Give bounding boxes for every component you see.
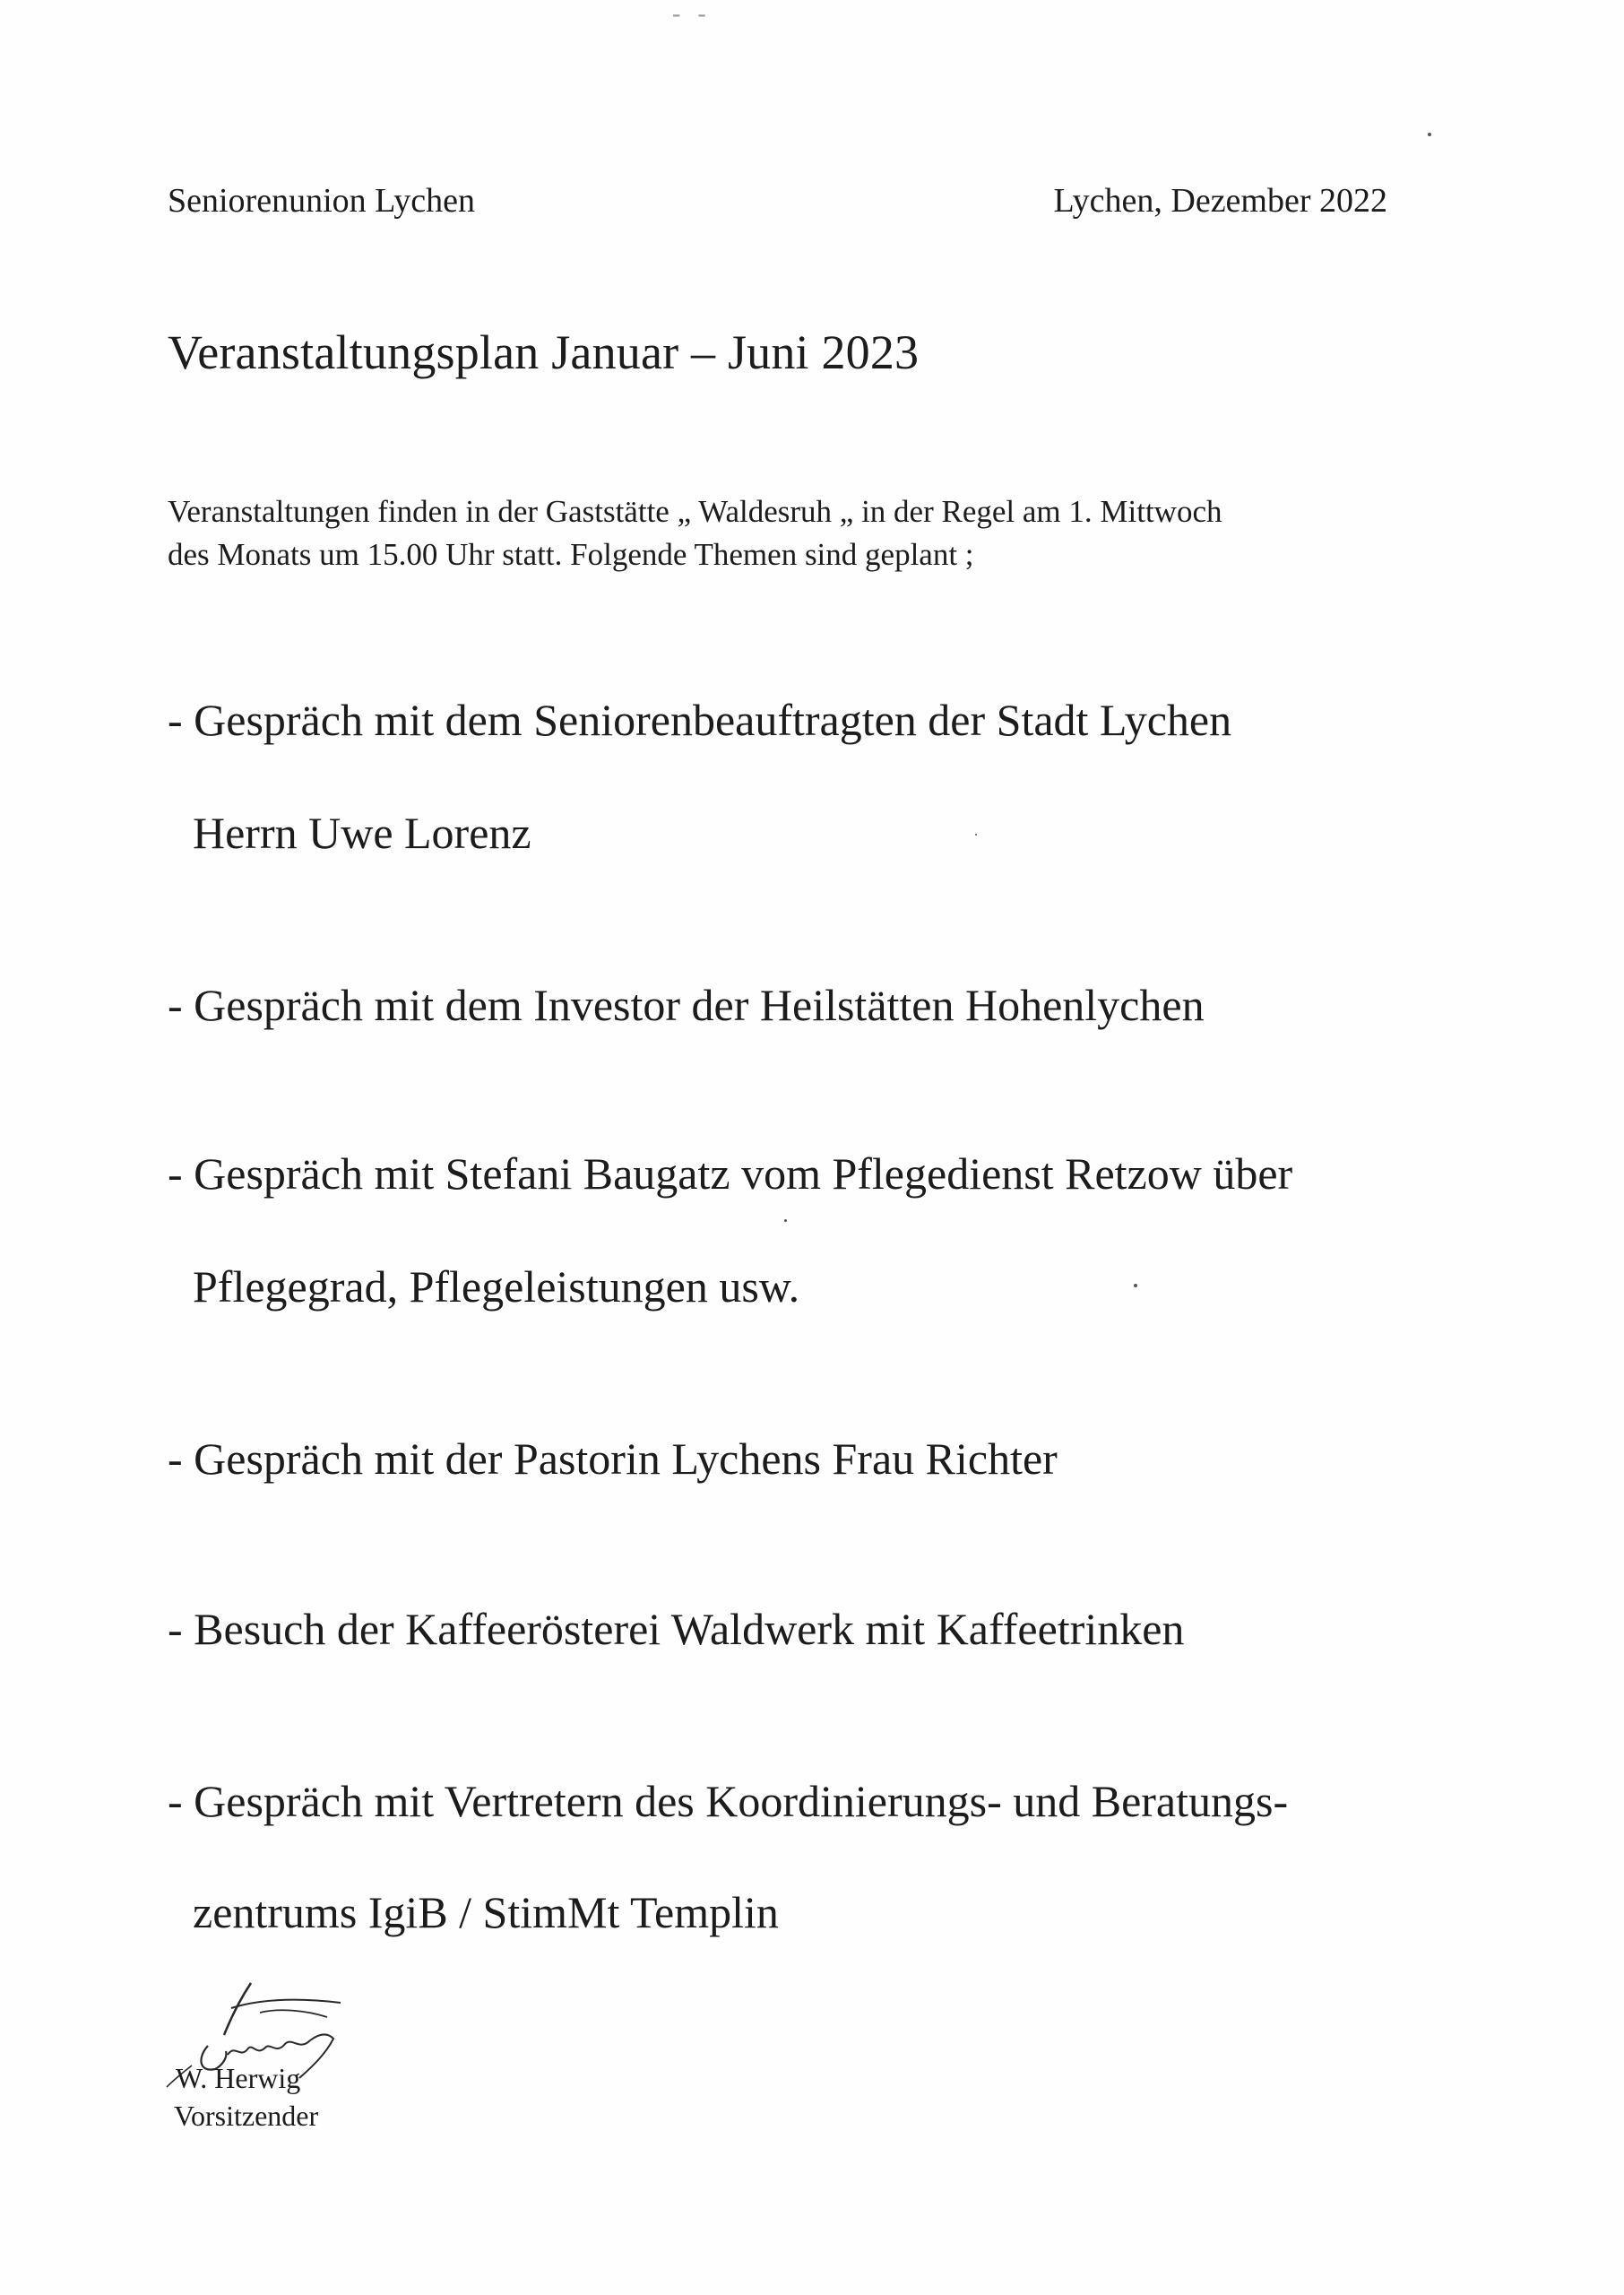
topic-3-line-2: Pflegegrad, Pflegeleistungen usw. bbox=[193, 1261, 800, 1312]
topic-5-line-1: - Besuch der Kaffeerösterei Waldwerk mit Kaffeetrinken bbox=[168, 1604, 1185, 1654]
organization-name: Seniorenunion Lychen bbox=[168, 182, 475, 220]
intro-line-1: Veranstaltungen finden in der Gaststätte „ Waldesruh „ in der Regel am 1. Mittwoch bbox=[168, 494, 1222, 529]
scan-speck bbox=[975, 834, 977, 836]
scan-artifact-mark: - - bbox=[672, 0, 712, 28]
scan-speck bbox=[1428, 133, 1431, 136]
document-title: Veranstaltungsplan Januar – Juni 2023 bbox=[168, 325, 920, 379]
topic-6-line-1: - Gespräch mit Vertretern des Koordinierungs- und Beratungs- bbox=[168, 1776, 1289, 1826]
topic-4-line-1: - Gespräch mit der Pastorin Lychens Frau Richter bbox=[168, 1433, 1058, 1484]
place-date-line: Lychen, Dezember 2022 bbox=[1053, 182, 1387, 220]
topic-6-line-2: zentrums IgiB / StimMt Templin bbox=[193, 1887, 779, 1937]
scan-speck bbox=[784, 1219, 787, 1222]
intro-paragraph bbox=[168, 490, 1422, 576]
topic-2-line-1: - Gespräch mit dem Investor der Heilstätten Hohenlychen bbox=[168, 980, 1205, 1030]
topic-1-line-2: Herrn Uwe Lorenz bbox=[193, 808, 531, 858]
scan-speck bbox=[1134, 1284, 1137, 1287]
signature-block bbox=[134, 1972, 367, 2134]
signatory-name: W. Herwig bbox=[176, 2062, 301, 2094]
intro-line-2: des Monats um 15.00 Uhr statt. Folgende Themen sind geplant ; bbox=[168, 537, 974, 572]
signatory-role: Vorsitzender bbox=[174, 2100, 319, 2132]
topic-3-line-1: - Gespräch mit Stefani Baugatz vom Pflegedienst Retzow über bbox=[168, 1148, 1293, 1199]
topic-1-line-1: - Gespräch mit dem Seniorenbeauftragten der Stadt Lychen bbox=[168, 695, 1232, 745]
